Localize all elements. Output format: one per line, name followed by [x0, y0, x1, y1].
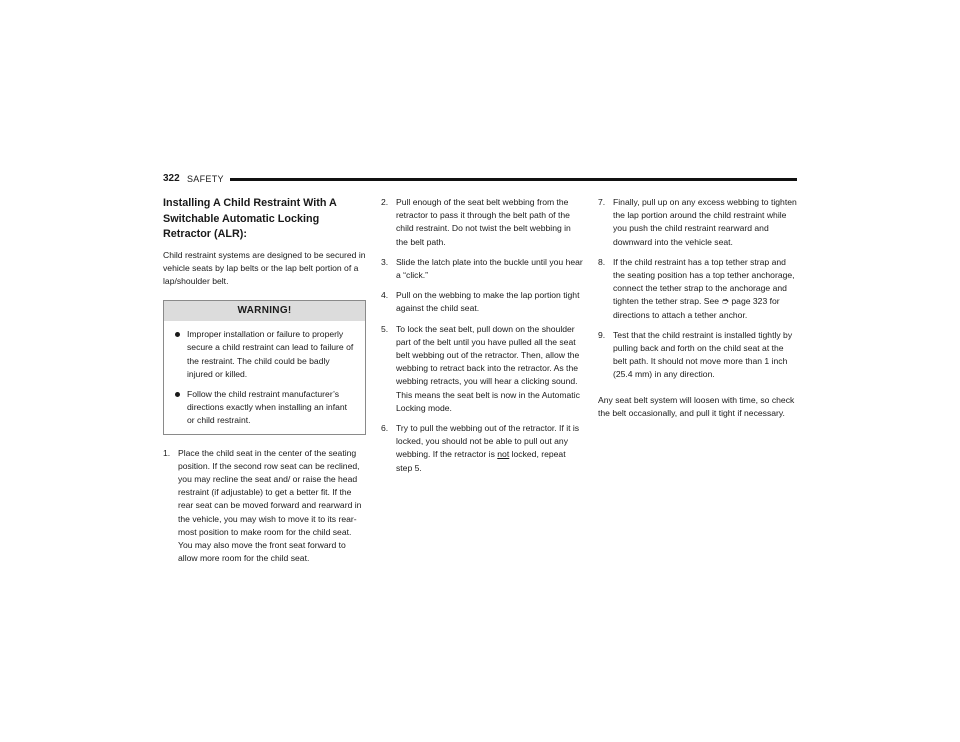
step-3 — [381, 256, 583, 282]
page-number: 322 — [163, 173, 180, 184]
step-text: Place the child seat in the center of the seating position. If the second row seat can be reclined, you may recline the seat and/ or raise the head restraint (if adjustable) to get a better fit. If the rear seat can be moved forward and rearward in the vehicle, you may wish to move it to its rear-most position to make room for the child seat. You may also move the front seat forward to allow more room for the child seat. — [178, 447, 362, 564]
step-number: 7. — [598, 197, 606, 207]
warning-bullet-text: Follow the child restraint manufacturer’s directions exactly when installing an infant or child restraint. — [187, 388, 348, 426]
step-5 — [381, 323, 583, 415]
bullet-icon — [175, 392, 180, 397]
step-number: 6. — [381, 423, 389, 434]
step-text: If the child restraint has a top tether strap and the seating position has a top tether anchorage, connect the tether strap to the anchorage and tighten the tether strap. See — [613, 256, 795, 307]
warning-title: WARNING! — [164, 301, 365, 321]
step-9 — [598, 329, 798, 382]
section-title: SAFETY — [187, 174, 224, 184]
step-number: 5. — [381, 323, 389, 334]
warning-body — [164, 321, 365, 433]
step-text: Slide the latch plate into the buckle until you hear a “click.” — [396, 256, 583, 281]
step-text: Finally, pull up on any excess webbing to tighten the lap portion around the child restraint while you push the child restraint rearward and downward into the vehicle seat. — [613, 197, 797, 247]
warning-bullet — [172, 388, 357, 428]
step-number: 9. — [598, 329, 606, 340]
step-8 — [598, 256, 798, 322]
step-4 — [381, 289, 583, 315]
step-2 — [381, 196, 583, 249]
page-header — [163, 172, 797, 186]
step-text: Test that the child restraint is installed tightly by pulling back and forth on the child seat at the belt path. It should not move more than 1 inch (25.4 mm) in any direction. — [613, 329, 793, 380]
bullet-icon — [175, 332, 180, 337]
step-number: 8. — [598, 256, 606, 267]
section-heading: Installing A Child Restraint With A Switchable Automatic Locking Retractor (ALR): — [163, 197, 337, 240]
step-1 — [163, 447, 366, 566]
step-text: To lock the seat belt, pull down on the shoulder part of the belt until you have pulled all the seat belt webbing out of the retractor. Then, allow the webbing to retract back into the retractor. As the webbing retracts, you will hear a clicking sound. This means the seat belt is now in the Automatic Locking mode. — [396, 323, 580, 413]
column-left — [163, 196, 366, 572]
step-text: Pull enough of the seat belt webbing from the retractor to pass it through the belt path of the child restraint. Do not twist the belt webbing in the belt path. — [396, 197, 571, 247]
step-text: Pull on the webbing to make the lap portion tight against the child seat. — [396, 290, 580, 314]
step-number: 1. — [163, 447, 171, 458]
emphasis-not: not — [497, 449, 510, 460]
step-number: 4. — [381, 290, 389, 301]
step-6 — [381, 422, 583, 475]
header-rule — [230, 178, 797, 181]
intro-paragraph: Child restraint systems are designed to be secured in vehicle seats by lap belts or the lap belt portion of a lap/shoulder belt. — [163, 249, 366, 286]
closing-paragraph: Any seat belt system will loosen with time, so check the belt occasionally, and pull it tight if necessary. — [598, 394, 795, 418]
step-number: 3. — [381, 256, 389, 267]
step-number: 2. — [381, 197, 389, 207]
column-right — [598, 196, 798, 432]
warning-box — [163, 300, 366, 434]
column-middle — [381, 196, 583, 482]
warning-bullet-text: Improper installation or failure to properly secure a child restraint can lead to failure of the restraint. The child could be badly injured or killed. — [187, 329, 354, 379]
step-7 — [598, 196, 798, 249]
step-text-end: locked, repeat step 5. — [396, 449, 566, 473]
page-reference-arrow-icon: ➮ — [721, 296, 729, 307]
step-text: Try to pull the webbing out of the retractor. If it is locked, you should not be able to pull out any webbing. If the retractor is — [396, 423, 580, 460]
page-reference-link[interactable]: page 323 for directions to attach a tether anchor. — [613, 296, 780, 320]
warning-bullet — [172, 328, 357, 381]
